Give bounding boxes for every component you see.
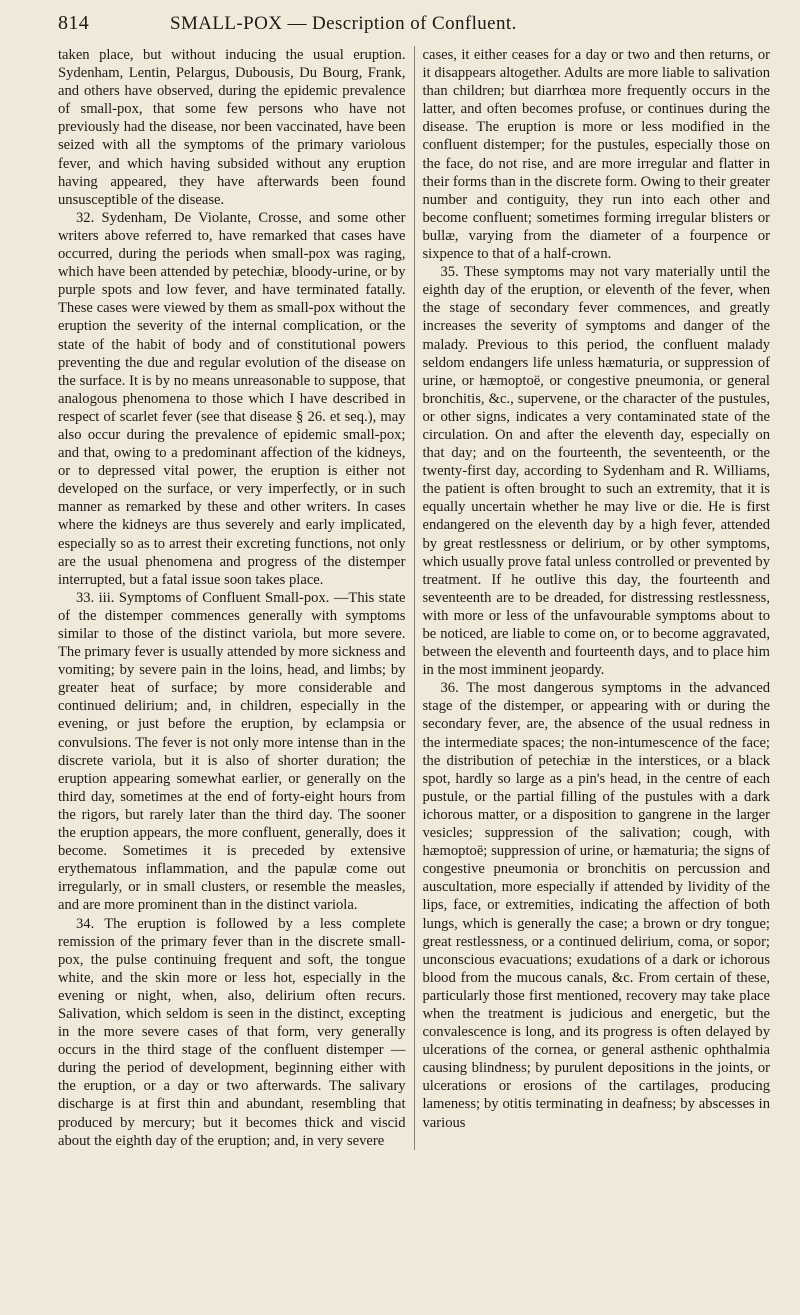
paragraph: 34. The eruption is followed by a less complete remission of the primary fever than in the discrete small-pox, the pulse continuing frequent and soft, the tongue white, and the skin more or less hot, especially in the evening or night, when, also, delirium often recurs. Salivation, which seldom is seen in the distinct, excepting in the more severe cases of that form, very generally occurs in the third stage of the confluent distemper — during the period of development, beginning either with the eruption, or a day or two afterwards. The salivary discharge is at first thin and abundant, resembling that produced by mercury; but it becomes thick and viscid about the eighth day of the eruption; and, in very severe xyxy=(58,915,406,1149)
running-head xyxy=(58,12,770,40)
paragraph: 32. Sydenham, De Violante, Crosse, and some other writers above referred to, have remarked that cases have occurred, during the periods when small-pox was raging, which have been attended by petechiæ, bloody-urine, or by purple spots and low fever, and have terminated fatally. These cases were viewed by them as small-pox without the eruption the severity of the internal complication, or the state of the habit of body and of constitutional powers preventing the due and regular evolution of the disease on the surface. It is by no means unreasonable to suppose, that analogous phenomena to those which I have described in respect of scarlet fever (see that disease § 26. et seq.), may also occur during the prevalence of epidemic small-pox; and that, owing to a predominant affection of the kidneys, or to depressed vital power, the eruption is either not developed on the surface, or very imperfectly, or in such manner as remarked by these and other writers. In cases where the kidneys are thus severely and early implicated, especially so as to arrest their excreting functions, not only are the usual phenomena and progress of the distemper interrupted, but a fatal issue soon takes place. xyxy=(58,209,406,588)
running-title: SMALL-POX — Description of Confluent. xyxy=(170,13,517,34)
paragraph: cases, it either ceases for a day or two and then returns, or it disappears altogether. Adults are more liable to salivation than children; but diarrhœa more frequently occurs in the latter, and often becomes profuse, or continues during the disease. The eruption is more or less modified in the confluent distemper; for the pustules, especially those on the face, do not rise, and are more irregular and flatter in their forms than in the discrete form. Owing to their greater number and contiguity, they run into each other and become confluent; sometimes forming irregular blisters or bullæ, varying from the diameter of a fourpence or sixpence to that of a half-crown. xyxy=(422,47,770,263)
paragraph: 36. The most dangerous symptoms in the advanced stage of the distemper, or appearing with or during the secondary fever, are, the absence of the usual redness in the intermediate spaces; the non-intumescence of the face; the distribution of petechiæ in the interstices, or a black spot, hardly so large as a pin's head, in the centre of each pustule, or the partial filling of the pustules with a dark ichorous matter, or a disposition to gangrene in the larger vesicles; suppression of the salivation; cough, with hæmoptoë; suppression of urine, or hæmaturia; the signs of congestive pneumonia or bronchitis on percussion and auscultation, more especially if attended by lividity of the lips, face, or extremities, indicating the affection of both lungs, which is generally the case; a brown or dry tongue; great restlessness, or a continued delirium, coma, or sopor; unconscious evacuations; exudations of a dark or ichorous blood from the mucous canals, &c. From certain of these, particularly those first mentioned, recovery may take place when the treatment is judicious and energetic, but the convalescence is long, and its progress is often delayed by ulcerations of the cornea, or general asthenic ophthalmia causing blindness; by purulent depositions in the joints, or ulcerations or erosions of the cartilages, producing lameness; by otitis terminating in deafness; by abscesses in various xyxy=(422,680,770,1131)
paragraph: 33. iii. Symptoms of Confluent Small-pox. —This state of the distemper commences generally with symptoms similar to those of the distinct variola, but more severe. The primary fever is usually attended by more sickness and vomiting; by severe pain in the loins, head, and limbs; by greater heat of surface; by more considerable and continued delirium; and, in children, especially in the evening, or just before the eruption, by eclampsia or convulsions. The fever is not only more intense than in the discrete variola, but it is also of shorter duration; the eruption appearing somewhat earlier, or generally on the third day, sometimes at the end of forty-eight hours from the rigors, but rarely later than the third day. The sooner the eruption appears, the more confluent, generally, does it become. Sometimes it is preceded by extensive erythematous inflammation, and the papulæ come out irregularly, or in small clusters, or resemble the measles, and are more prominent than in the distinct variola. xyxy=(58,589,406,914)
text-columns xyxy=(58,46,770,1150)
page-number: 814 xyxy=(58,12,90,34)
paragraph: 35. These symptoms may not vary materially until the eighth day of the eruption, or eleventh of the fever, when the stage of secondary fever commences, and greatly increases the severity of symptoms and danger of the malady. Previous to this period, the confluent malady seldom endangers life unless hæmaturia, or suppression of urine, or hæmoptoë, or congestive pneumonia, or general bronchitis, &c., supervene, or the character of the pustules, or other signs, indicates a very contaminated state of the circulation. On and after the eleventh day, especially on that day; and on the fourteenth, the seventeenth, or the twenty-first day, according to Sydenham and R. Williams, the patient is often brought to such an extremity, that it is equally uncertain whether he may live or die. He is first endangered on the eleventh day by a high fever, attended by great restlessness or delirium, or by other symptoms, which usually prove fatal unless controlled or prevented by treatment. If he outlive this day, the fourteenth and seventeenth are to be dreaded, for distressing restlessness, with more or less of the unfavourable symptoms about to be noticed, are liable to come on, or to become aggravated, between the eleventh and fourteenth days, and to place him in the most imminent jeopardy. xyxy=(422,264,770,679)
right-column xyxy=(415,46,771,1150)
paragraph: taken place, but without inducing the usual eruption. Sydenham, Lentin, Pelargus, Dubousis, Du Bourg, Frank, and others have observed, during the epidemic prevalence of small-pox, that some few persons who have not previously had the disease, nor been vaccinated, have been seized with all the symptoms of the primary variolous fever, and which having subsided without any eruption having appeared, they have afterwards been found unsusceptible of the disease. xyxy=(58,47,406,208)
left-column xyxy=(58,46,415,1150)
